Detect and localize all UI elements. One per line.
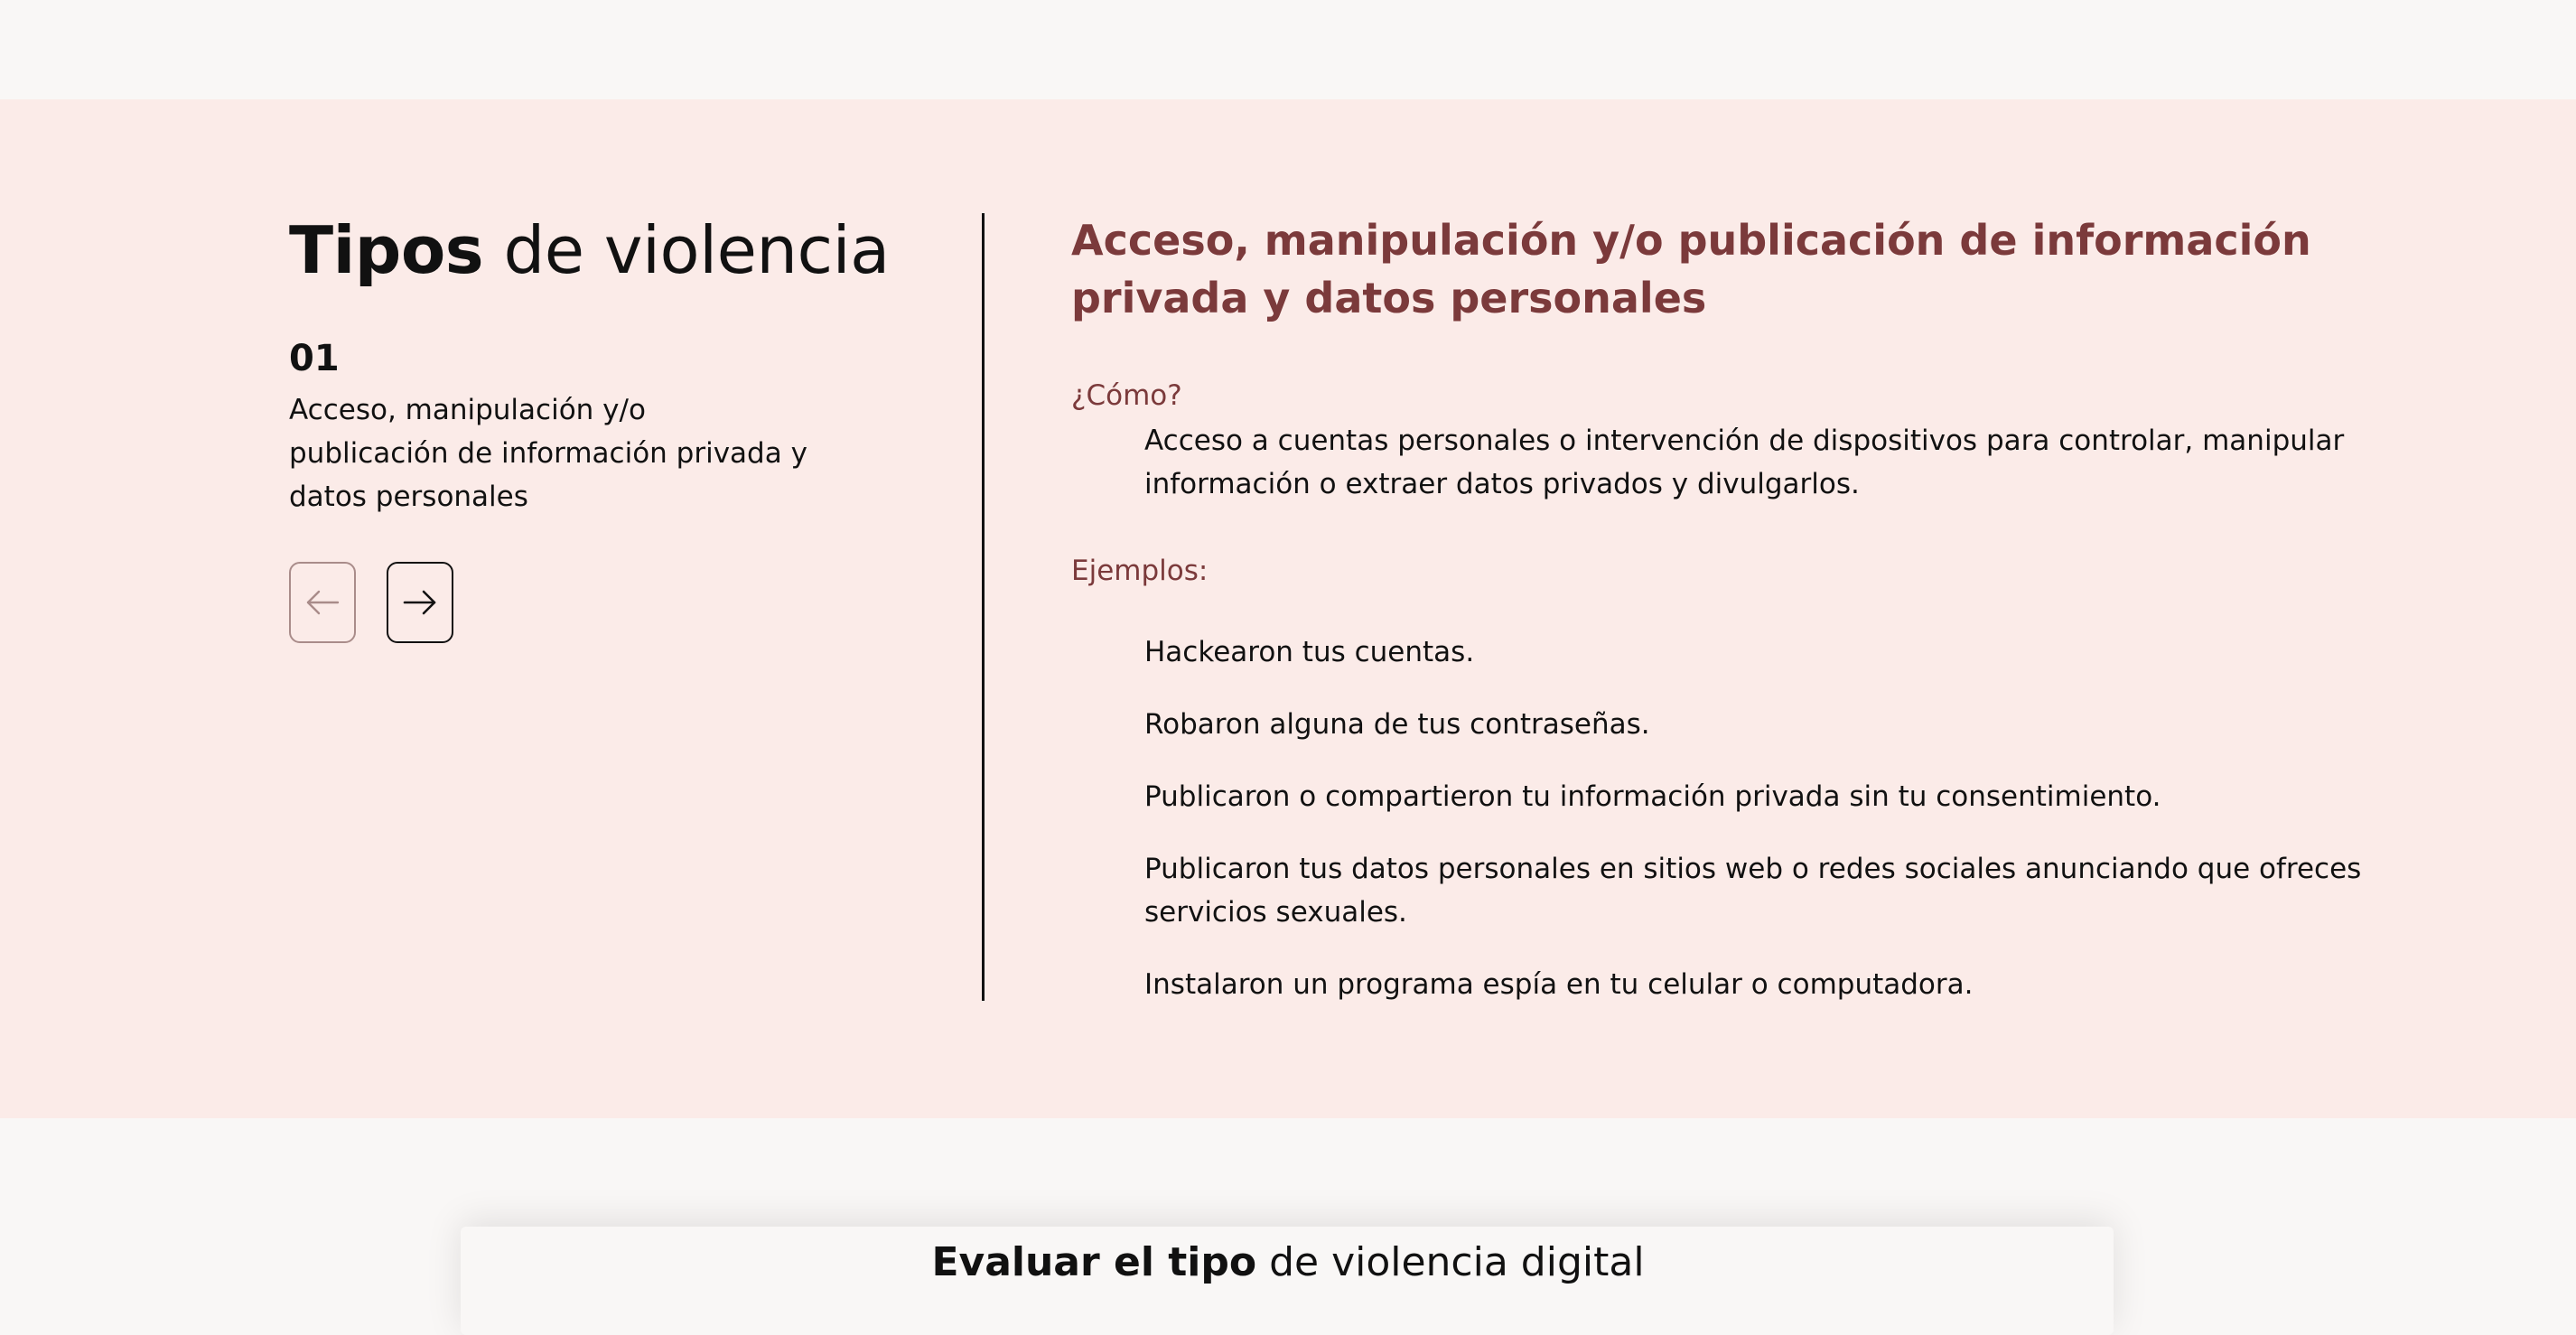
slide-number: 01 — [289, 338, 340, 379]
example-item: Robaron alguna de tus contraseñas. — [1144, 708, 1650, 741]
next-button[interactable] — [387, 562, 453, 643]
example-item: Instalaron un programa espía en tu celular o computadora. — [1144, 968, 1974, 1001]
example-item: Hackearon tus cuentas. — [1144, 636, 1475, 668]
column-divider — [982, 213, 985, 1001]
next-section-heading — [0, 1236, 2576, 1290]
next-section-heading-bold: Evaluar el tipo — [931, 1239, 1257, 1285]
next-section-heading-rest: de violencia digital — [1256, 1239, 1645, 1285]
arrow-right-icon — [403, 589, 437, 616]
how-description: Acceso a cuentas personales o intervención de dispositivos para controlar, manipular información o extraer datos privados y divulgarlos. — [1144, 425, 2345, 500]
how-label: ¿Cómo? — [1071, 379, 1182, 412]
example-item: Publicaron o compartieron tu información privada sin tu consentimiento. — [1144, 780, 2161, 813]
examples-label: Ejemplos: — [1071, 555, 1209, 587]
arrow-left-icon — [305, 589, 340, 616]
violence-types-section — [0, 99, 2576, 1118]
section-title-rest: de violencia — [483, 212, 890, 288]
previous-button[interactable] — [289, 562, 356, 643]
page-top-strip — [0, 0, 2576, 99]
slide-summary: Acceso, manipulación y/o publicación de información privada y datos personales — [289, 394, 807, 513]
next-section — [0, 1118, 2576, 1285]
example-item: Publicaron tus datos personales en sitios web o redes sociales anunciando que ofreces servicios sexuales. — [1144, 853, 2362, 929]
section-title — [289, 210, 890, 291]
detail-title: Acceso, manipulación y/o publicación de información privada y datos personales — [1071, 216, 2311, 322]
section-title-bold: Tipos — [289, 212, 484, 288]
